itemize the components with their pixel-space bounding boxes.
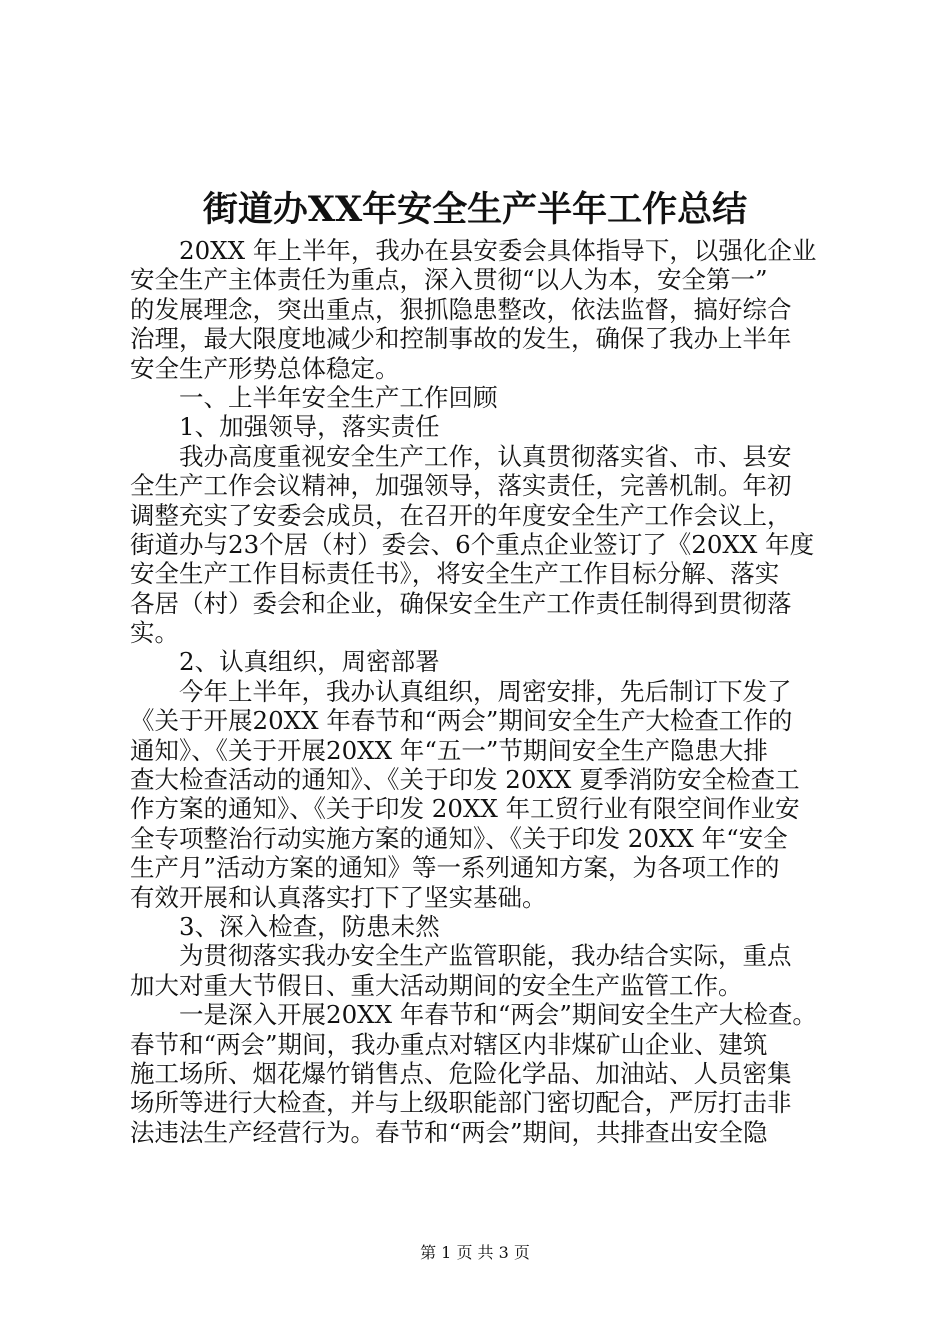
text-line: 今年上半年，我办认真组织，周密安排，先后制订下发了 bbox=[130, 676, 792, 706]
text-line: 春节和“两会”期间，我办重点对辖区内非煤矿山企业、建筑 bbox=[130, 1029, 768, 1059]
document-body bbox=[130, 236, 830, 1147]
text-line: 各居（村）委会和企业，确保安全生产工作责任制得到贯彻落 bbox=[130, 588, 792, 618]
page-footer: 第 1 页 共 3 页 bbox=[420, 1243, 530, 1262]
text-line: 安全生产工作目标责任书》，将安全生产工作目标分解、落实 bbox=[130, 559, 780, 589]
text-line: 《关于开展20XX 年春节和“两会”期间安全生产大检查工作的 bbox=[130, 706, 793, 736]
text-line: 调整充实了安委会成员，在召开的年度安全生产工作会议上， bbox=[130, 500, 792, 530]
text-line: 我办高度重视安全生产工作，认真贯彻落实省、市、县安 bbox=[130, 441, 792, 471]
text-line: 场所等进行大检查，并与上级职能部门密切配合，严厉打击非 bbox=[130, 1088, 792, 1118]
text-line: 2、认真组织，周密部署 bbox=[130, 647, 440, 677]
text-line: 为贯彻落实我办安全生产监管职能，我办结合实际，重点 bbox=[130, 941, 792, 971]
text-line: 一、上半年安全生产工作回顾 bbox=[130, 382, 498, 412]
text-line: 通知》、《关于开展20XX 年“五一”节期间安全生产隐患大排 bbox=[130, 735, 768, 765]
text-line: 加大对重大节假日、重大活动期间的安全生产监管工作。 bbox=[130, 970, 743, 1000]
text-line: 全专项整治行动实施方案的通知》、《关于印发 20XX 年“安全 bbox=[130, 823, 788, 853]
text-line: 20XX 年上半年，我办在县安委会具体指导下，以强化企业 bbox=[130, 236, 817, 265]
text-line: 全生产工作会议精神，加强领导，落实责任，完善机制。年初 bbox=[130, 471, 792, 501]
text-line: 街道办与23个居（村）委会、6个重点企业签订了《20XX 年度 bbox=[130, 529, 815, 559]
text-line: 作方案的通知》、《关于印发 20XX 年工贸行业有限空间作业安 bbox=[130, 794, 800, 824]
text-line: 实。 bbox=[130, 618, 179, 648]
text-line: 查大检查活动的通知》、《关于印发 20XX 夏季消防安全检查工 bbox=[130, 765, 800, 795]
text-line: 法违法生产经营行为。春节和“两会”期间，共排查出安全隐 bbox=[130, 1117, 768, 1147]
text-line: 3、深入检查，防患未然 bbox=[130, 911, 440, 941]
text-line: 一是深入开展20XX 年春节和“两会”期间安全生产大检查。 bbox=[130, 1000, 817, 1030]
text-line: 安全生产主体责任为重点，深入贯彻“以人为本，安全第一” bbox=[130, 265, 768, 295]
text-line: 施工场所、烟花爆竹销售点、危险化学品、加油站、人员密集 bbox=[130, 1058, 792, 1088]
text-line: 安全生产形势总体稳定。 bbox=[130, 353, 400, 383]
text-line: 生产月”活动方案的通知》等一系列通知方案，为各项工作的 bbox=[130, 853, 780, 883]
document-title: 街道办XX年安全生产半年工作总结 bbox=[202, 189, 748, 230]
text-line: 治理，最大限度地减少和控制事故的发生，确保了我办上半年 bbox=[130, 324, 792, 354]
text-line: 有效开展和认真落实打下了坚实基础。 bbox=[130, 882, 547, 912]
text-line: 的发展理念，突出重点，狠抓隐患整改，依法监督，搞好综合 bbox=[130, 294, 792, 324]
text-line: 1、加强领导，落实责任 bbox=[130, 412, 440, 442]
